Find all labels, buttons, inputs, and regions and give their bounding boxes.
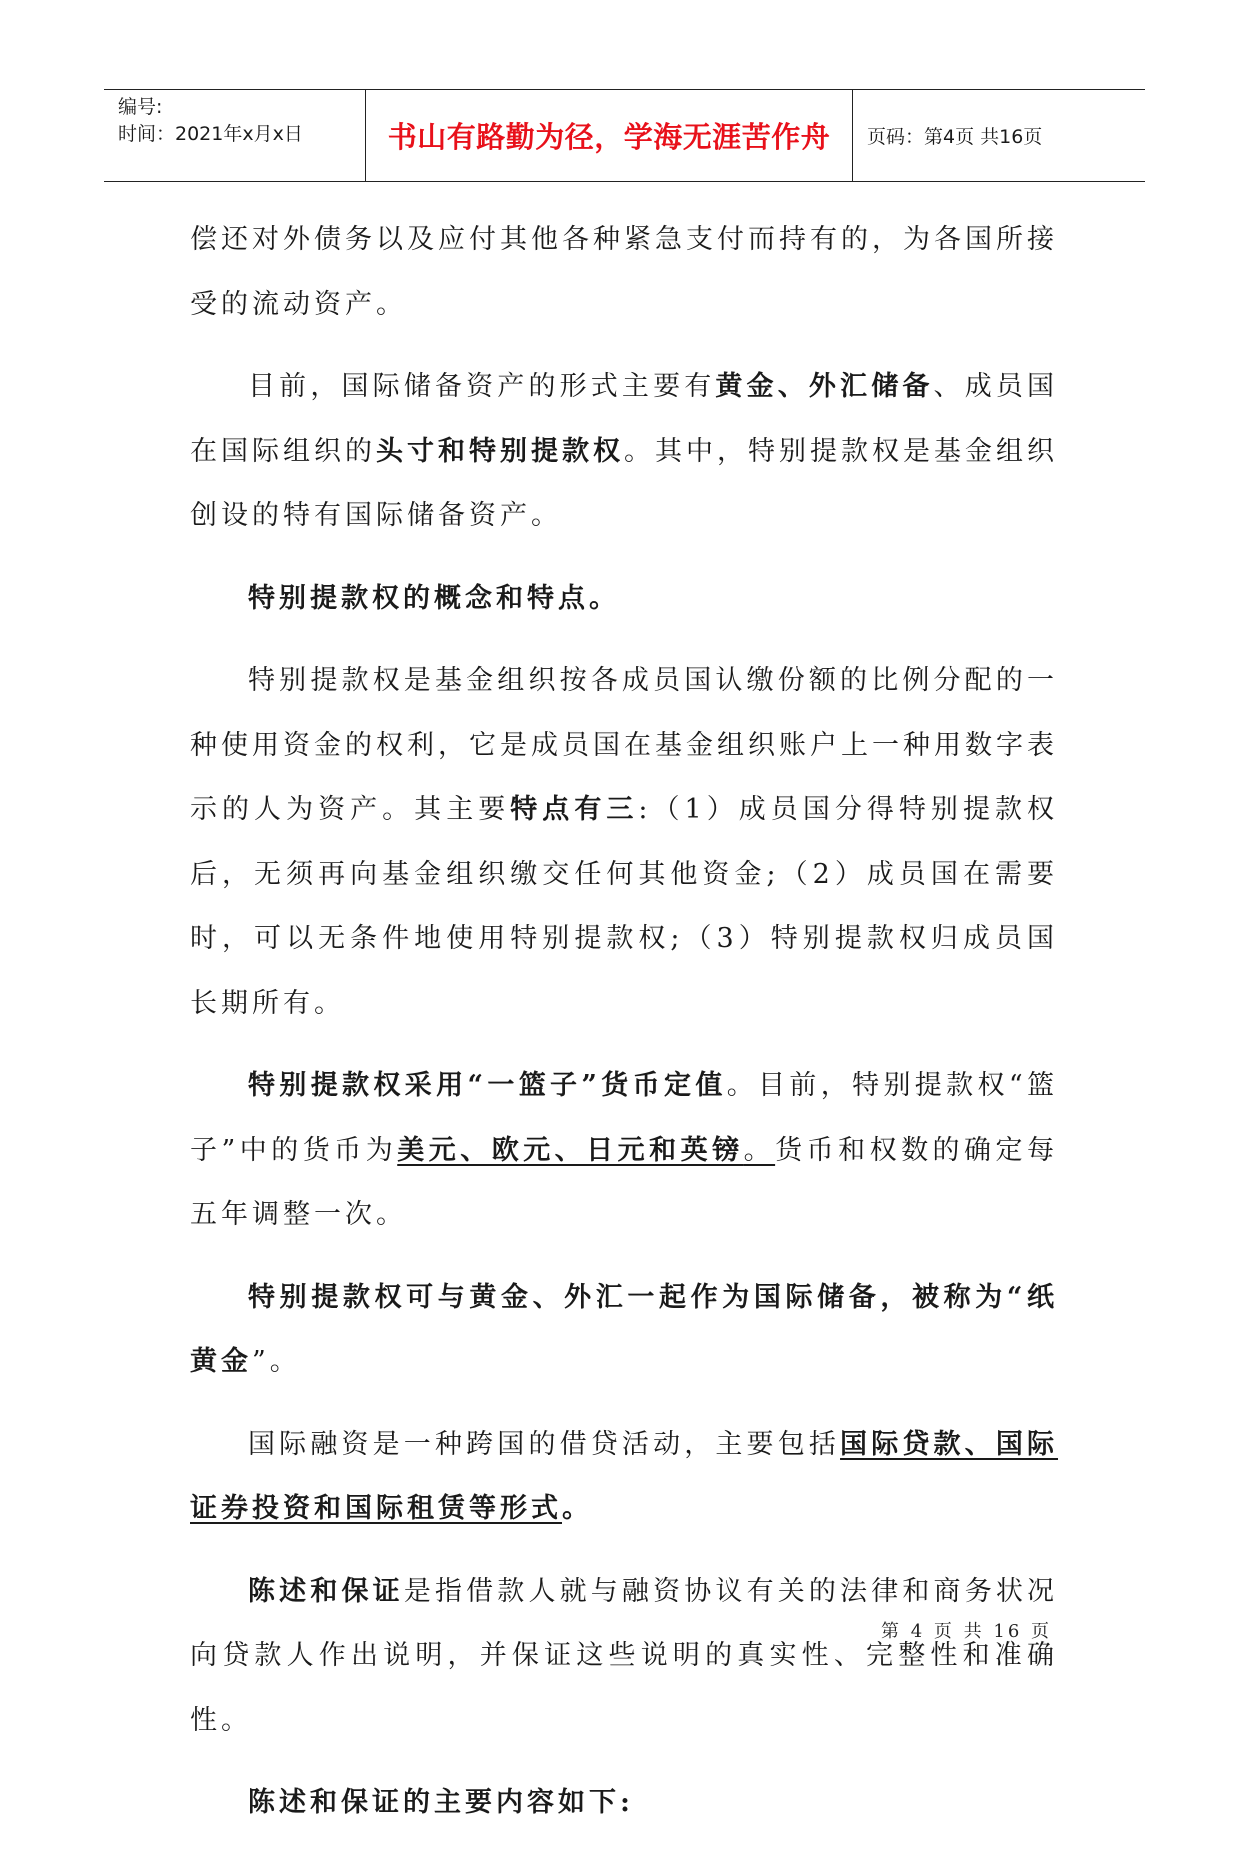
paragraph-paper-gold: 特别提款权可与黄金、外汇一起作为国际储备，被称为“纸黄金”。 (190, 1281, 1058, 1377)
bold-term: 陈述和保证 (248, 1575, 404, 1607)
page-footer: 第 4 页 共 16 页 (881, 1621, 1052, 1642)
underlined-term: 国际贷款、国际证券投资和国际租赁等形式 (190, 1428, 1059, 1524)
bold-term: 头寸和特别提款权 (376, 435, 624, 467)
paragraph-reserve-assets: 目前，国际储备资产的形式主要有黄金、外汇储备、成员国在国际组织的头寸和特别提款权。其中，特别提款权是基金组织创设的特有国际储备资产。 (190, 371, 1059, 531)
paragraph-sdr-basket: 特别提款权采用“一篮子”货币定值。目前，特别提款权“篮子”中的货币为美元、欧元、日元和英镑。货币和权数的确定每五年调整一次。 (190, 1070, 1059, 1230)
paragraph-sdr-definition: 特别提款权是基金组织按各成员国认缴份额的比例分配的一种使用资金的权利，它是成员国在基金组织账户上一种用数字表示的人为资产。其主要特点有三:（1）成员国分得特别提款权后，无须再向基金组织缴交任何其他资金;（2）成员国在需要时，可以无条件地使用特别提款权;（3）特别提款权归成员国长期所有。 (190, 665, 1059, 1019)
page-header (104, 89, 1145, 182)
serial-number-label: 编号: (118, 96, 163, 118)
header-motto: 书山有路勤为径，学海无涯苦作舟 (366, 90, 853, 181)
bold-term: 特别提款权采用“一篮子”货币定值 (248, 1070, 727, 1101)
section-heading-sdr: 特别提款权的概念和特点。 (248, 582, 620, 614)
paragraph-representations: 陈述和保证是指借款人就与融资协议有关的法律和商务状况向贷款人作出说明，并保证这些说明的真实性、完整性和准确性。 (190, 1575, 1059, 1736)
bold-term: 特别提款权可与黄金、外汇一起作为国际储备，被称为“纸黄金 (190, 1281, 1058, 1377)
bold-term: 特点有三 (510, 794, 639, 825)
document-body (190, 208, 1058, 1854)
header-meta (104, 90, 366, 181)
header-page-code: 页码：第4页 共16页 (867, 126, 1043, 148)
underlined-term: 美元、欧元、日元和英镑 (397, 1134, 744, 1166)
paragraph-continuation: 偿还对外债务以及应付其他各种紧急支付而持有的，为各国所接受的流动资产。 (190, 224, 1058, 320)
date-label: 时间：2021年x月x日 (118, 123, 303, 145)
bold-term: 黄金、外汇储备 (715, 371, 934, 402)
paragraph-international-financing: 国际融资是一种跨国的借贷活动，主要包括国际贷款、国际证券投资和国际租赁等形式。 (190, 1428, 1059, 1524)
section-heading-representations: 陈述和保证的主要内容如下: (248, 1787, 634, 1818)
